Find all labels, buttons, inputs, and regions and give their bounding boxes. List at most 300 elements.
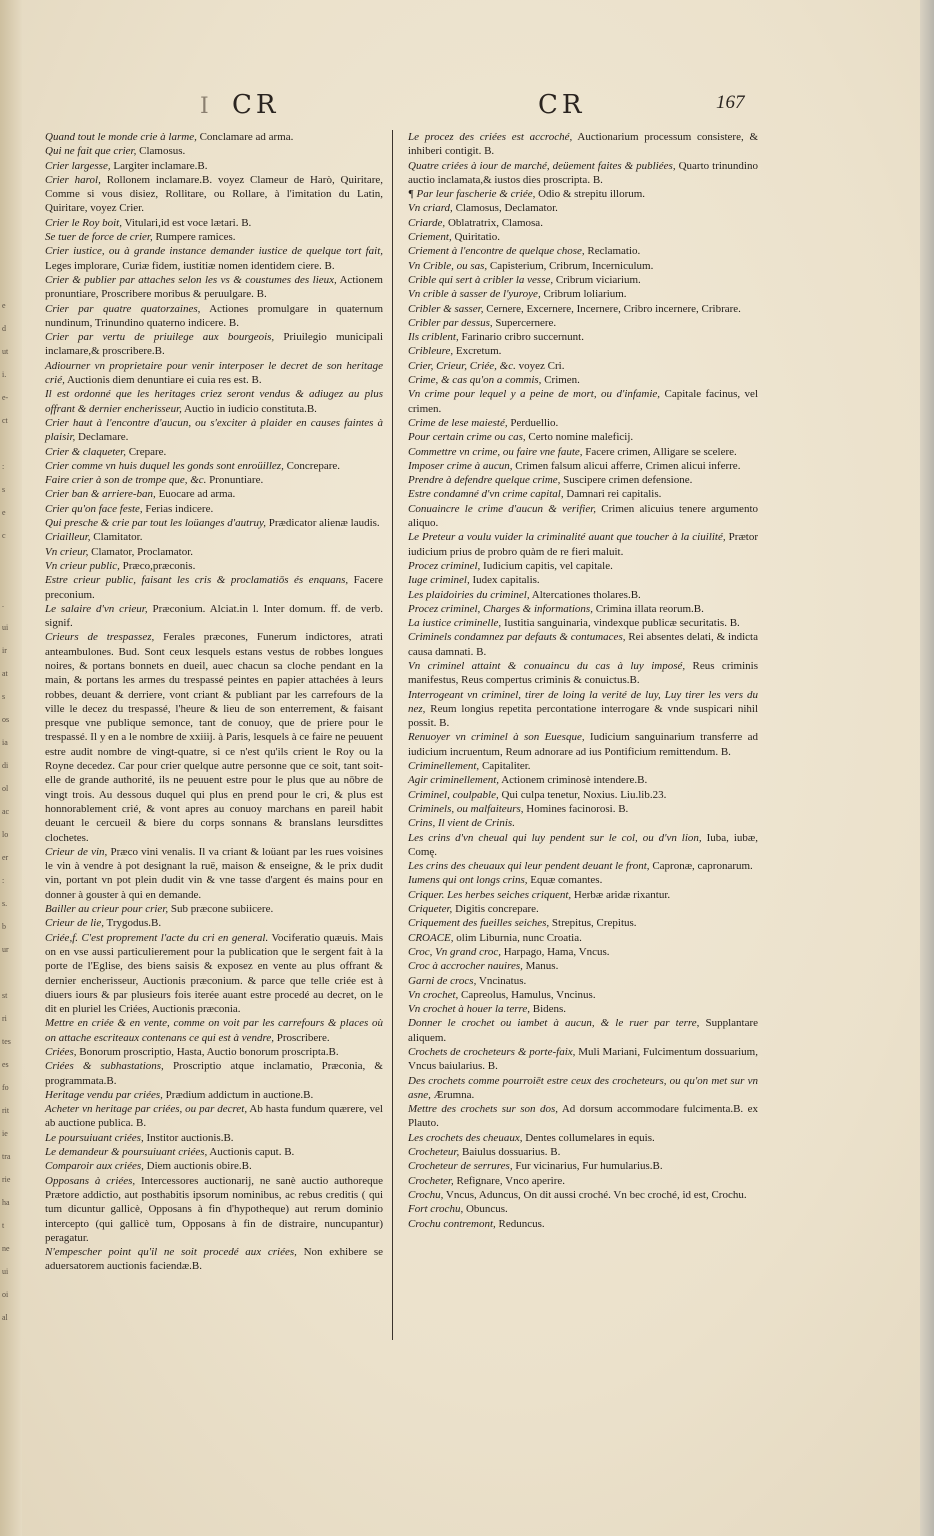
dictionary-entry	[408, 1202, 758, 1216]
entry-french-headword: Les crochets des cheuaux,	[408, 1131, 523, 1144]
dictionary-entry	[408, 788, 758, 802]
entry-french-headword: Qui presche & crie par tout les loüanges d'autruy,	[45, 517, 267, 530]
gutter-fragment: i.	[2, 370, 7, 379]
entry-french-headword: Crochu,	[408, 1188, 444, 1201]
entry-french-headword: Crible qui sert à cribler la vesse,	[408, 273, 554, 286]
entry-latin-gloss: Dentes collumelares in equis.	[522, 1131, 655, 1144]
dictionary-entry	[408, 759, 758, 773]
entry-french-headword: Vn criminel attaint & conuaincu du cas à luy imposé,	[408, 659, 686, 672]
entry-french-headword: Estre crieur public, faisant les cris & proclamatiōs és enquans,	[45, 574, 349, 587]
entry-latin-gloss: Excretum.	[453, 345, 502, 358]
entry-latin-gloss: Bidens.	[530, 1003, 567, 1016]
entry-french-headword: Criminel, coulpable,	[408, 788, 499, 801]
entry-latin-gloss: Reclamatio.	[584, 245, 641, 258]
entry-french-headword: Le poursuiuant criées,	[45, 1131, 144, 1144]
entry-french-headword: Pour certain crime ou cas,	[408, 431, 526, 444]
gutter-fragment: ui	[2, 623, 9, 632]
entry-french-headword: Interrogeant vn criminel, tirer de loing la verité de luy, Luy tirer les vers du nez,	[408, 688, 758, 715]
dictionary-entry	[45, 931, 383, 1017]
entry-french-headword: Iumens qui ont longs crins,	[408, 874, 528, 887]
dictionary-entry	[408, 1016, 758, 1045]
entry-latin-gloss: Herbæ aridæ rixantur.	[571, 888, 671, 901]
dictionary-entry	[408, 302, 758, 316]
dictionary-entry	[408, 616, 758, 630]
dictionary-entry	[408, 373, 758, 387]
entry-french-headword: Crier haut à l'encontre d'aucun, ou s'exciter à plaider en causes faintes à plaisir,	[45, 416, 383, 444]
dictionary-entry	[408, 888, 758, 902]
entry-french-headword: Acheter vn heritage par criées, ou par decret,	[45, 1103, 248, 1116]
dictionary-entry	[408, 730, 758, 759]
entry-latin-gloss: Ferales præcones, Funerum indictores, atrati anteambulones. Bud. Sont ceux lesquels estans vestus de robbes longues noires, & portans bonnets en dueil, auec chacun sa cloche pendant en la main, & portans les armes du trespassé peintes en papier attachées à leurs robbes, deuant & derriere, vont criant & publiant par les carrefours de la ville le decez du trespassé, l'heure & lieu de son enterrement, & faisant presque vne publique semonce, tant de conuoy, que de priere pour le trespassé. Il y en a le nombre de xxiiij. à Paris, lesquels à ce faire ne peuuent estre audit nombre de vingt-quatre, si ce n'est qu'ils crient le Roy ou la Royne decedez. Car pour crier quelque autre personne que ce soit, tant soit-elle de grande authorité, ils ne peuuent estre pour le plus que au nōbre de vingt trois. Au dessous duquel qui plus en prend pour le cri, & plus est honnorablement crié, & vont apres au conuoy marchans en pareil habit deuant le cercueil & biere du corps sonnans & branslans leursdittes clochetes.	[45, 631, 383, 844]
entry-latin-gloss: Obuncus.	[463, 1203, 508, 1216]
left-column	[45, 130, 383, 1274]
entry-latin-gloss: Rei absentes delati, & indicta causa damnati. B.	[408, 631, 758, 658]
dictionary-entry	[408, 216, 758, 230]
entry-latin-gloss: Capitaliter.	[479, 760, 531, 773]
dictionary-entry	[45, 487, 383, 501]
entry-latin-gloss: Institor auctionis.B.	[143, 1131, 234, 1144]
entry-latin-gloss: Digitis concrepare.	[452, 903, 539, 916]
entry-latin-gloss: Auctionis caput. B.	[207, 1146, 295, 1159]
entry-french-headword: Criement à l'encontre de quelque chose,	[408, 245, 585, 258]
dictionary-entry	[408, 630, 758, 659]
entry-latin-gloss: Vociferatio quæuis. Mais on en vse aussi particulierement pour la publication que le sergent fait à la porte de l'Eglise, des biens saisis & exposez en vente au plus offrant & dernier encherisseur, Auctionis præconium. & parce que telle criée est à diuers iours & par plusieurs fois iterée auant estre procedé au decret, on le dit en pluriel les Criées, Auctionis præconia.	[45, 931, 383, 1016]
entry-latin-gloss: Crimen falsum alicui afferre, Crimen alicui inferre.	[512, 459, 741, 472]
entry-latin-gloss: Capisterium, Cribrum, Incerniculum.	[487, 259, 654, 272]
entry-latin-gloss: Auctionis diem denuntiare ei cuia res est. B.	[64, 374, 262, 387]
entry-french-headword: Crier le Roy boit,	[45, 216, 122, 229]
dictionary-entry	[408, 416, 758, 430]
dictionary-entry	[45, 216, 383, 230]
entry-latin-gloss: Vncus, Aduncus, On dit aussi croché. Vn bec croché, id est, Crochu.	[443, 1188, 747, 1201]
entry-french-headword: Renuoyer vn criminel à son Euesque,	[408, 731, 585, 744]
entry-french-headword: Adiourner vn proprietaire pour venir interposer le decret de son heritage crié,	[45, 359, 383, 387]
dictionary-entry	[408, 459, 758, 473]
entry-french-headword: Crier par quatre quatorzaines,	[45, 302, 201, 315]
gutter-fragment: fo	[2, 1083, 9, 1092]
dictionary-entry	[408, 130, 758, 159]
dictionary-entry	[45, 359, 383, 388]
entry-latin-gloss: Suscipere crimen defensione.	[560, 474, 693, 487]
dictionary-entry	[45, 1045, 383, 1059]
dictionary-entry	[45, 502, 383, 516]
entry-french-headword: Opposans à criées,	[45, 1174, 136, 1187]
entry-french-headword: Le Preteur a voulu vuider la criminalité auant que toucher à la ciuilité,	[408, 531, 726, 544]
entry-latin-gloss: Strepitus, Crepitus.	[549, 917, 637, 930]
entry-french-headword: Garni de crocs,	[408, 974, 477, 987]
dictionary-entry	[45, 302, 383, 331]
gutter-fragment: e	[2, 301, 6, 310]
entry-french-headword: Crier qu'on face feste,	[45, 502, 143, 515]
entry-french-headword: Procez criminel, Charges & informations,	[408, 602, 593, 615]
gutter-fragment: ie	[2, 1129, 8, 1138]
dictionary-entry	[408, 359, 758, 373]
gutter-fragment: oi	[2, 1290, 9, 1299]
header-mark: I	[200, 94, 209, 119]
gutter-fragment: b	[2, 922, 6, 931]
entry-french-headword: Vn crible à sasser de l'yuroye,	[408, 288, 541, 301]
entry-latin-gloss: Ab hasta fundum quærere, vel ab auctione publica. B.	[45, 1103, 383, 1130]
entry-latin-gloss: Clamitator.	[90, 531, 143, 544]
entry-french-headword: Vn crochet,	[408, 988, 459, 1001]
entry-french-headword: Le salaire d'vn crieur,	[45, 602, 148, 615]
dictionary-entry	[408, 859, 758, 873]
dictionary-entry	[408, 387, 758, 416]
entry-french-headword: Crochets de crocheteurs & porte-faix,	[408, 1046, 576, 1058]
entry-latin-gloss: Pronuntiare.	[206, 474, 264, 487]
entry-french-headword: Criarde,	[408, 216, 446, 229]
gutter-fragment: ui	[2, 1267, 9, 1276]
entry-french-headword: Vn crieur,	[45, 545, 89, 558]
entry-latin-gloss: Supplantare aliquem.	[408, 1017, 758, 1044]
gutter-fragment: es	[2, 1060, 9, 1069]
gutter-fragment: ur	[2, 945, 9, 954]
dictionary-entry	[408, 974, 758, 988]
dictionary-entry	[45, 330, 383, 359]
gutter-fragment: :	[2, 876, 5, 885]
entry-french-headword: Croc à accrocher nauires,	[408, 960, 523, 973]
running-header	[0, 88, 934, 128]
entry-latin-gloss: Iuba, iubæ, Comę.	[408, 831, 758, 858]
entry-latin-gloss: Fur vicinarius, Fur humularius.B.	[512, 1160, 663, 1173]
entry-latin-gloss: Farinario cribro succernunt.	[458, 331, 584, 344]
entry-latin-gloss: Clamosus.	[136, 145, 186, 158]
dictionary-entry	[408, 831, 758, 860]
entry-latin-gloss: Cernere, Excernere, Incernere, Cribro incernere, Cribrare.	[483, 302, 741, 315]
gutter-fragment: at	[2, 669, 8, 678]
entry-latin-gloss: Vncinatus.	[476, 974, 527, 987]
dictionary-entry	[408, 1174, 758, 1188]
dictionary-entry	[408, 473, 758, 487]
dictionary-entry	[45, 1102, 383, 1131]
entry-french-headword: Criées,	[45, 1046, 77, 1058]
entry-latin-gloss: Vitulari,id est voce lætari. B.	[122, 216, 252, 229]
dictionary-entry	[45, 1088, 383, 1102]
dictionary-entry	[408, 1045, 758, 1074]
entry-french-headword: Le demandeur & poursuiuant criées,	[45, 1146, 208, 1159]
entry-latin-gloss: Altercationes tholares.B.	[529, 588, 641, 601]
dictionary-entry	[45, 902, 383, 916]
entry-french-headword: Crier harol,	[45, 173, 101, 186]
entry-latin-gloss: Iudex capitalis.	[469, 574, 540, 587]
dictionary-entry	[45, 244, 383, 273]
entry-french-headword: Vn Crible, ou sas,	[408, 259, 488, 272]
dictionary-entry	[408, 959, 758, 973]
entry-latin-gloss: Certo nomine maleficij.	[525, 431, 634, 444]
dictionary-entry	[408, 344, 758, 358]
gutter-fragment: s	[2, 485, 6, 494]
dictionary-entry	[408, 259, 758, 273]
entry-latin-gloss: Clamosus, Declamator.	[452, 202, 558, 215]
entry-french-headword: Criminels condamnez par defauts & contumaces,	[408, 631, 626, 644]
adjacent-page-gutter-text	[0, 0, 22, 1536]
entry-french-headword: Qui ne fait que crier,	[45, 145, 137, 158]
entry-french-headword: Crier largesse,	[45, 159, 111, 172]
right-column	[408, 130, 758, 1231]
entry-latin-gloss: Damnari rei capitalis.	[563, 488, 662, 501]
gutter-fragment: os	[2, 715, 10, 724]
dictionary-entry	[408, 902, 758, 916]
entry-french-headword: Criminels, ou malfaiteurs,	[408, 802, 524, 815]
entry-french-headword: Prendre à defendre quelque crime,	[408, 474, 561, 487]
entry-latin-gloss: Actionem pronuntiare, Proscribere moribus & peruulgare. B.	[45, 273, 383, 301]
dictionary-entry	[408, 945, 758, 959]
entry-french-headword: Crochu contremont,	[408, 1217, 496, 1230]
header-left-title: CR	[232, 90, 280, 120]
entry-latin-gloss: Euocare ad arma.	[155, 488, 236, 501]
dictionary-entry	[408, 1217, 758, 1231]
entry-french-headword: Ils criblent,	[408, 331, 459, 344]
dictionary-entry	[45, 1131, 383, 1145]
dictionary-entry	[45, 459, 383, 473]
entry-latin-gloss: Diem auctionis obire.B.	[143, 1160, 252, 1173]
entry-latin-gloss: Quarto trinundino auctio inclamata,& iustos dies proscripta. B.	[408, 159, 758, 186]
entry-french-headword: Comparoir aux criées,	[45, 1160, 144, 1173]
dictionary-entry	[408, 773, 758, 787]
dictionary-entry	[408, 688, 758, 731]
dictionary-entry	[45, 144, 383, 158]
dictionary-entry	[45, 916, 383, 930]
dictionary-entry	[408, 1145, 758, 1159]
entry-latin-gloss: Largiter inclamare.B.	[110, 159, 208, 172]
entry-latin-gloss: Iudicium capitis, vel capitale.	[480, 559, 613, 572]
entry-latin-gloss: Præco vini venalis. Il va criant & loüant par les rues voisines le vin à vendre à pot designant la ruë, maison & enseigne, & le prix dudit vin, portant vn pot plein dudit vin & vne tasse d'argent és mains pour en donner à gouster à qui en demande.	[45, 845, 383, 901]
entry-french-headword: Heritage vendu par criées,	[45, 1088, 163, 1101]
entry-french-headword: N'empescher point qu'il ne soit procedé aux criées,	[45, 1246, 297, 1259]
dictionary-entry	[408, 244, 758, 258]
entry-latin-gloss: Capitale facinus, vel crimen.	[408, 388, 758, 415]
entry-french-headword: Criement,	[408, 231, 452, 244]
dictionary-entry	[45, 630, 383, 844]
entry-french-headword: Criqueter,	[408, 903, 453, 916]
gutter-fragment: ac	[2, 807, 10, 816]
entry-latin-gloss: Facere crimen, Alligare se scelere.	[582, 445, 737, 458]
right-page-edge	[920, 0, 934, 1536]
entry-latin-gloss: Muli Mariani, Fulcimentum dossuarium, Vncus baiularius. B.	[408, 1046, 758, 1073]
entry-latin-gloss: Proscribere.	[274, 1031, 330, 1044]
gutter-fragment: di	[2, 761, 9, 770]
dictionary-entry	[45, 445, 383, 459]
entry-french-headword: Il est ordonné que les heritages criez seront vendus & adiugez au plus offrant & dernier encherisseur,	[45, 388, 383, 415]
entry-latin-gloss: Concrepare.	[283, 459, 341, 472]
entry-french-headword: Se tuer de force de crier,	[45, 231, 153, 244]
entry-french-headword: Mettre en criée & en vente, comme on voit par les carrefours & places où on attache escriteaux contenans ce qui est à vendre,	[45, 1017, 383, 1044]
page-number: 167	[716, 92, 745, 113]
dictionary-entry	[408, 988, 758, 1002]
entry-french-headword: Criées & subhastations,	[45, 1060, 164, 1073]
entry-french-headword: Crieurs de trespassez,	[45, 631, 155, 644]
dictionary-entry	[45, 1059, 383, 1088]
column-divider	[392, 130, 393, 1340]
gutter-fragment: ne	[2, 1244, 10, 1253]
dictionary-entry	[408, 1188, 758, 1202]
dictionary-entry	[45, 559, 383, 573]
dictionary-entry	[408, 1002, 758, 1016]
gutter-fragment: tes	[2, 1037, 11, 1046]
entry-latin-gloss: Prætor iudicium prius de probro quàm de re fieri maluit.	[408, 531, 759, 558]
dictionary-entry	[408, 273, 758, 287]
dictionary-entry	[45, 1245, 383, 1274]
dictionary-entry	[408, 916, 758, 930]
dictionary-entry	[45, 130, 383, 144]
entry-french-headword: Des crochets comme pourroiēt estre ceux des crocheteurs, ou qu'on met sur vn asne,	[408, 1074, 758, 1101]
gutter-fragment: e-	[2, 393, 9, 402]
gutter-fragment: rie	[2, 1175, 11, 1184]
entry-french-headword: Vn crime pour lequel y a peine de mort, ou d'infamie,	[408, 388, 661, 401]
entry-latin-gloss: Trygodus.B.	[103, 917, 162, 930]
entry-latin-gloss: Crimina illata reorum.B.	[592, 602, 704, 615]
entry-latin-gloss: Declamare.	[75, 431, 129, 444]
dictionary-entry	[45, 1174, 383, 1245]
entry-french-headword: CROACE,	[408, 931, 454, 944]
dictionary-entry	[45, 1145, 383, 1159]
dictionary-entry	[408, 1159, 758, 1173]
entry-latin-gloss: Actiones promulgare in quaternum nundinum, Trinundino quaterno indicere. B.	[45, 302, 384, 329]
entry-latin-gloss: Intercessores auctionarij, ne sanè auctio authoreque Prætore addictio, aut posthabitis ipsorum nominibus, ac rebus creditis ( qui tum dicuntur gallicè, Opposans à fin d'hypotheque) aut rerum dominio intercepto (qui gallicè tum, Opposans à fin de distraire, nuncupantur) peragatur.	[45, 1174, 383, 1244]
dictionary-entry	[408, 445, 758, 459]
entry-french-headword: Agir criminellement,	[408, 774, 500, 787]
dictionary-entry	[408, 316, 758, 330]
entry-latin-gloss: olim Liburnia, nunc Croatia.	[453, 931, 582, 944]
dictionary-entry	[408, 487, 758, 501]
entry-french-headword: Croc, Vn grand croc,	[408, 945, 501, 958]
entry-french-headword: Crocheteur de serrures,	[408, 1160, 513, 1173]
entry-latin-gloss: Crimen.	[541, 374, 580, 387]
dictionary-entry	[408, 230, 758, 244]
entry-latin-gloss: Supercernere.	[492, 316, 557, 329]
entry-french-headword: Le procez des criées est accroché,	[408, 131, 573, 143]
entry-french-headword: Quatre criées à iour de marché, deüement faites & publiées,	[408, 159, 676, 172]
entry-french-headword: Crieur de lie,	[45, 917, 104, 930]
dictionary-entry	[408, 530, 758, 559]
gutter-fragment: ut	[2, 347, 9, 356]
entry-latin-gloss: Capronæ, capronarum.	[649, 860, 753, 873]
gutter-fragment: e	[2, 508, 6, 517]
entry-french-headword: Cribler par dessus,	[408, 316, 493, 329]
dictionary-entry	[45, 573, 383, 602]
entry-french-headword: Crier par vertu de priuilege aux bourgeois,	[45, 331, 275, 344]
entry-latin-gloss: Equæ comantes.	[527, 874, 603, 887]
dictionary-entry	[45, 516, 383, 530]
dictionary-entry	[408, 816, 758, 830]
entry-latin-gloss: Qui culpa tenetur, Noxius. Liu.lib.23.	[498, 788, 667, 801]
dictionary-entry	[408, 430, 758, 444]
dictionary-entry	[408, 588, 758, 602]
entry-latin-gloss: Ærumna.	[430, 1088, 475, 1101]
entry-french-headword: Mettre des crochets sur son dos,	[408, 1103, 559, 1116]
entry-french-headword: Estre condamné d'vn crime capital,	[408, 488, 564, 501]
entry-latin-gloss: Crimen alicuius tenere argumento aliquo.	[408, 502, 758, 530]
entry-french-headword: Crier ban & arriere-ban,	[45, 488, 156, 501]
entry-latin-gloss: Reum longius repetita percontatione interrogare & vnde suspicari nihil possit. B.	[408, 702, 758, 730]
entry-latin-gloss: Bonorum proscriptio, Hasta, Auctio bonorum proscripta.B.	[76, 1046, 339, 1058]
entry-latin-gloss: Præco,præconis.	[119, 559, 196, 572]
entry-latin-gloss: Conclamare ad arma.	[196, 131, 294, 143]
dictionary-entry	[45, 159, 383, 173]
entry-latin-gloss: Refignare, Vnco aperire.	[453, 1174, 566, 1187]
dictionary-entry	[45, 602, 383, 631]
entry-latin-gloss: Homines facinorosi. B.	[523, 802, 629, 815]
dictionary-entry	[408, 330, 758, 344]
entry-french-headword: Criée,f. C'est proprement l'acte du cri en general.	[45, 931, 269, 944]
gutter-fragment: ol	[2, 784, 9, 793]
entry-latin-gloss: Reus criminis manifestus, Reus compertus criminis & conuictus.B.	[408, 659, 758, 687]
gutter-fragment: st	[2, 991, 8, 1000]
gutter-fragment: .	[2, 600, 4, 609]
gutter-fragment: er	[2, 853, 9, 862]
dictionary-entry	[45, 1016, 383, 1045]
entry-latin-gloss: Capreolus, Hamulus, Vncinus.	[458, 988, 596, 1001]
gutter-fragment: ir	[2, 646, 7, 655]
entry-latin-gloss: Baiulus dossuarius. B.	[459, 1146, 561, 1159]
dictionary-entry	[408, 659, 758, 688]
entry-latin-gloss: Iudicium sanguinarium transferre ad iudicium incruentum, Reum adnorare ad ius Pontificium remittendum. B.	[408, 731, 759, 758]
entry-french-headword: Quand tout le monde crie à larme,	[45, 131, 197, 143]
entry-french-headword: Vn crieur public,	[45, 559, 120, 572]
dictionary-entry	[408, 802, 758, 816]
gutter-fragment: s.	[2, 899, 8, 908]
dictionary-entry	[45, 530, 383, 544]
entry-latin-gloss: Perduellio.	[507, 416, 559, 429]
entry-french-headword: Cribler & sasser,	[408, 302, 484, 315]
entry-french-headword: Crieur de vin,	[45, 845, 108, 858]
entry-latin-gloss: Priuilegio municipali inclamare,& proscribere.B.	[45, 331, 383, 358]
dictionary-entry	[45, 416, 383, 445]
dictionary-entry	[408, 559, 758, 573]
gutter-fragment: :	[2, 462, 5, 471]
gutter-fragment: ct	[2, 416, 8, 425]
entry-french-headword: Faire crier à son de trompe que, &c.	[45, 474, 207, 487]
dictionary-entry	[408, 201, 758, 215]
dictionary-entry	[408, 873, 758, 887]
dictionary-entry	[408, 502, 758, 531]
entry-french-headword: Crocheteur,	[408, 1146, 460, 1159]
gutter-fragment: rit	[2, 1106, 10, 1115]
entry-latin-gloss: Ad dorsum accommodare fulcimenta.B. ex Plauto.	[408, 1103, 758, 1130]
dictionary-entry	[408, 602, 758, 616]
entry-latin-gloss: Manus.	[522, 960, 559, 973]
entry-french-headword: Criquement des fueilles seiches,	[408, 917, 550, 930]
entry-french-headword: Crime, & cas qu'on a commis,	[408, 374, 542, 387]
entry-latin-gloss: Ferias indicere.	[142, 502, 214, 515]
dictionary-entry	[45, 387, 383, 416]
entry-latin-gloss: Rollonem inclamare.B. voyez Clameur de Harò, Quiritare, Comme si vous disiez, Rollitare, ou Rollare, à l'imitation du Latin, Quiritare, voyez Crier.	[45, 173, 383, 215]
entry-french-headword: Imposer crime à aucun,	[408, 459, 513, 472]
entry-latin-gloss: Auctionarium processum consistere, & inhiberi contigit. B.	[408, 131, 759, 158]
dictionary-entry	[408, 1102, 758, 1131]
entry-latin-gloss: Proscriptio atque inclamatio, Præconia, & programmata.B.	[45, 1060, 383, 1087]
entry-latin-gloss: Odio & strepitu illorum.	[535, 188, 646, 201]
entry-french-headword: Crier & publier par attaches selon les vs & coustumes des lieux,	[45, 273, 337, 286]
entry-latin-gloss: Reduncus.	[495, 1217, 545, 1230]
entry-french-headword: Criminellement,	[408, 760, 480, 773]
entry-latin-gloss: Quiritatio.	[451, 231, 500, 244]
entry-french-headword: Crocheter,	[408, 1174, 454, 1187]
gutter-fragment: al	[2, 1313, 8, 1322]
dictionary-entry	[408, 1131, 758, 1145]
entry-french-headword: Conuaincre le crime d'aucun & verifier,	[408, 502, 597, 515]
entry-latin-gloss: Iustitia sanguinaria, vindexque publicæ securitatis. B.	[501, 617, 740, 630]
dictionary-entry	[408, 573, 758, 587]
entry-french-headword: Bailler au crieur pour crier,	[45, 903, 169, 916]
entry-latin-gloss: Rumpere ramices.	[152, 231, 236, 244]
gutter-fragment: s	[2, 692, 6, 701]
entry-french-headword: Les crins des cheuaux qui leur pendent deuant le front,	[408, 860, 650, 873]
entry-french-headword: Crier, Crieur, Criée, &c.	[408, 359, 516, 372]
entry-latin-gloss: Prædicator alienæ laudis.	[266, 517, 380, 530]
entry-french-headword: La iustice criminelle,	[408, 617, 502, 630]
entry-latin-gloss: Prædium addictum in auctione.B.	[162, 1088, 314, 1101]
